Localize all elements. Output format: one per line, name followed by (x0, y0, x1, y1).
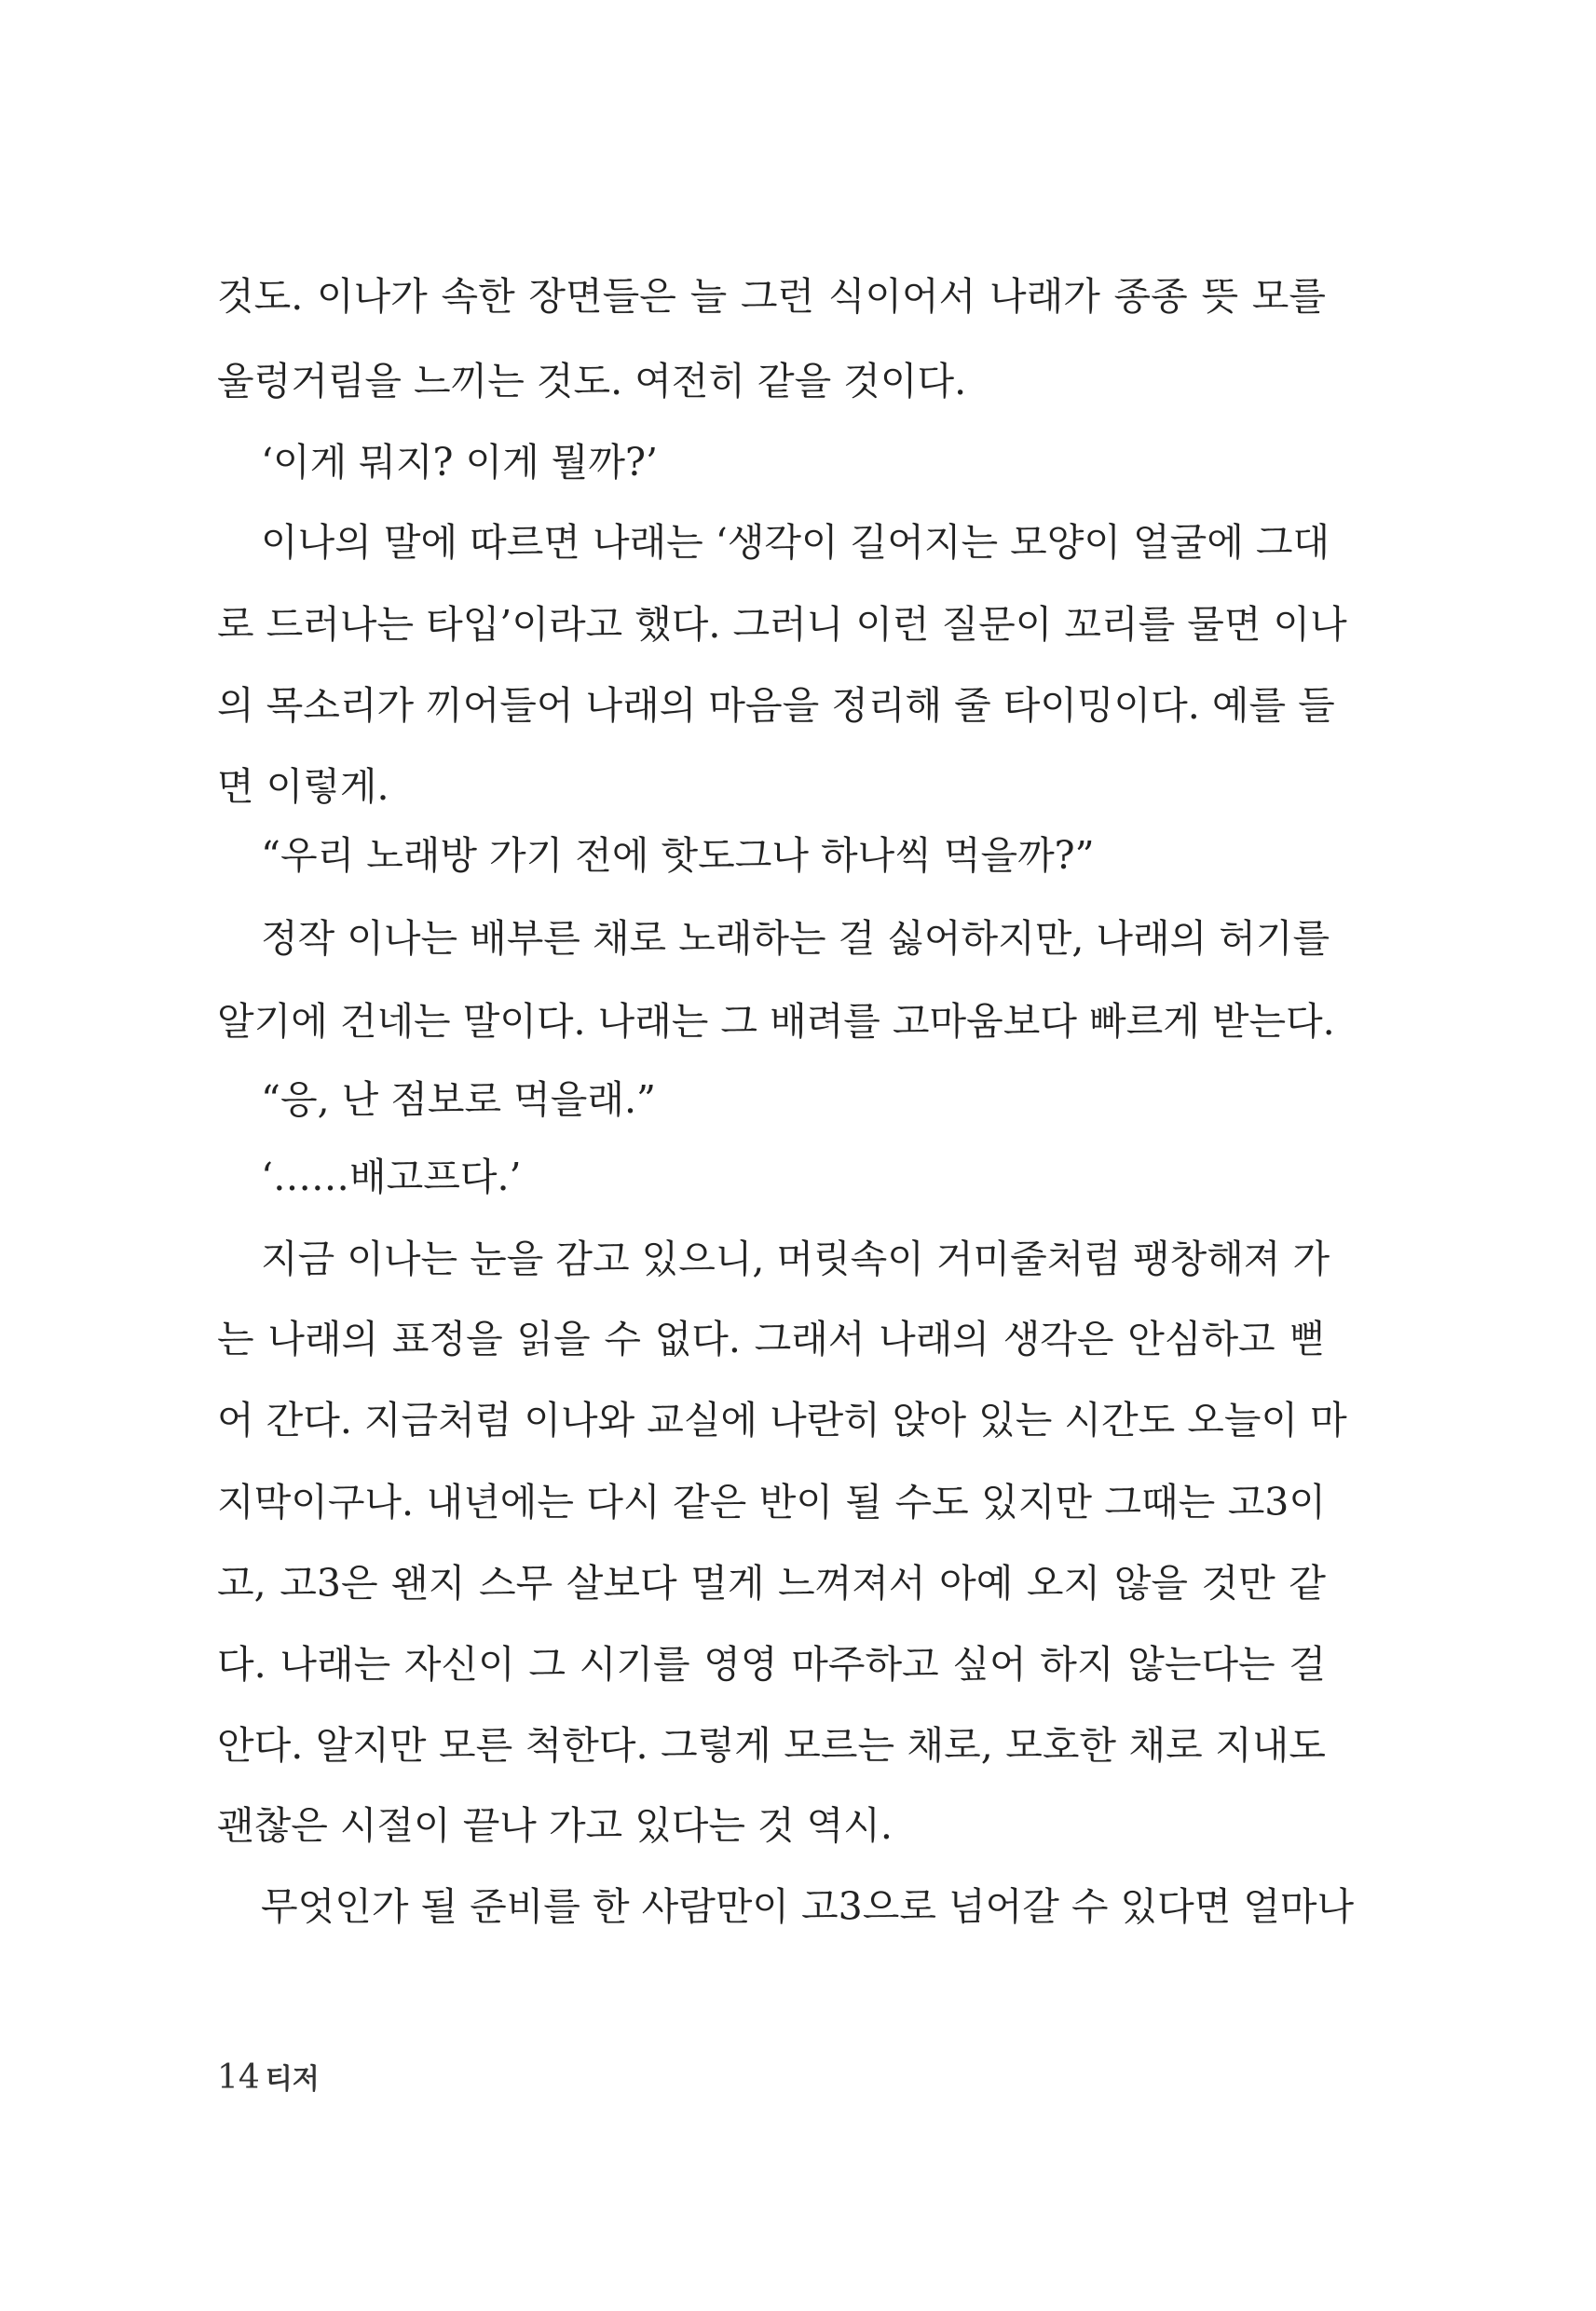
body-line: 다. 나래는 자신이 그 시기를 영영 마주하고 싶어 하지 않는다는 걸 (217, 1642, 1326, 1687)
body-line: 의 목소리가 끼어들어 나래의 마음을 정리해 줄 타이밍이다. 예를 들 (217, 683, 1335, 728)
body-line: 무엇인가 될 준비를 한 사람만이 고3으로 넘어갈 수 있다면 얼마나 (261, 1884, 1355, 1929)
page-number: 14 (217, 2058, 260, 2097)
body-line: 것도. 이나가 속한 장면들은 늘 그런 식이어서 나래가 종종 뜻 모를 (217, 274, 1326, 319)
body-line: 지막이구나. 내년에는 다시 같은 반이 될 수도 있지만 그때는 고3이 (217, 1480, 1326, 1525)
page-footer (217, 2055, 320, 2101)
body-line: 로 드러나는 타입’이라고 했다. 그러니 이런 질문이 꼬리를 물면 이나 (217, 602, 1347, 647)
body-line: “우리 노래방 가기 전에 핫도그나 하나씩 먹을까?” (261, 833, 1095, 878)
body-line: 울렁거림을 느끼는 것도. 여전히 같을 것이다. (217, 359, 967, 403)
body-line: 괜찮은 시절이 끝나 가고 있다는 것 역시. (217, 1803, 893, 1848)
body-line: ‘……배고프다.’ (261, 1155, 522, 1199)
body-line: “응, 난 점보로 먹을래.” (261, 1077, 656, 1122)
body-line: ‘이게 뭐지? 이게 뭘까?’ (261, 440, 658, 485)
running-title: 티저 (265, 2063, 320, 2096)
body-line: 알기에 건네는 말이다. 나래는 그 배려를 고마움보다 빠르게 받는다. (217, 999, 1335, 1044)
body-line: 지금 이나는 눈을 감고 있으니, 머릿속이 거미줄처럼 팽창해져 가 (261, 1237, 1330, 1281)
body-line: 어 간다. 지금처럼 이나와 교실에 나란히 앉아 있는 시간도 오늘이 마 (217, 1398, 1347, 1443)
body-line: 고, 고3은 왠지 스무 살보다 멀게 느껴져서 아예 오지 않을 것만 같 (217, 1561, 1326, 1606)
body-line: 이나의 말에 따르면 나래는 ‘생각이 길어지는 모양이 얼굴에 그대 (261, 520, 1330, 565)
body-line: 안다. 알지만 모른 척한다. 그렇게 모르는 채로, 모호한 채로 지내도 (217, 1723, 1326, 1768)
body-line: 정작 이나는 배부른 채로 노래하는 걸 싫어하지만, 나래의 허기를 (261, 916, 1330, 961)
body-line: 는 나래의 표정을 읽을 수 없다. 그래서 나래의 생각은 안심하고 뻗 (217, 1317, 1326, 1361)
body-line: 면 이렇게. (217, 764, 389, 809)
